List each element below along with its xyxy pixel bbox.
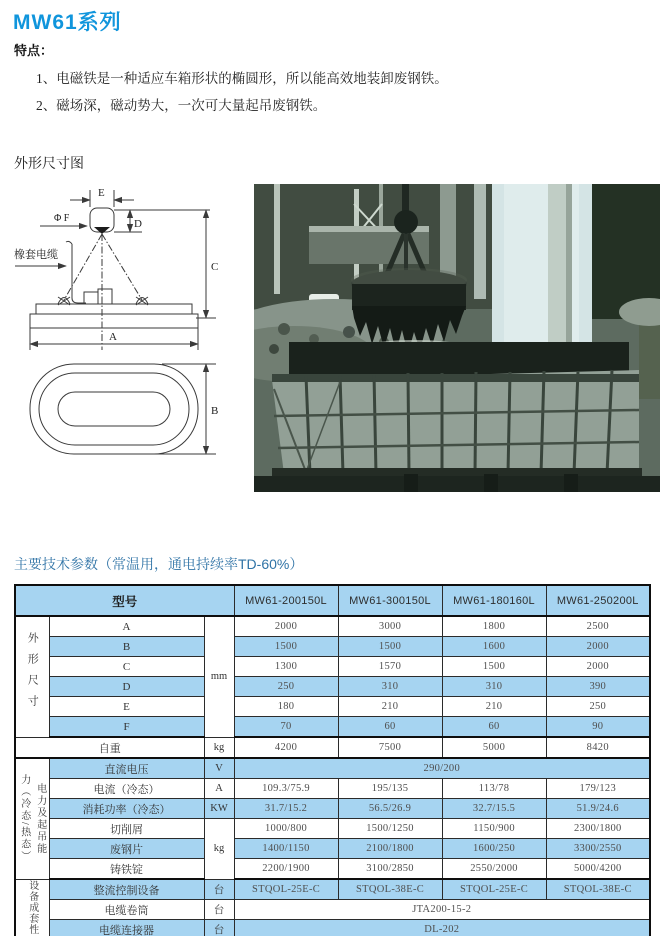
cell-value: 2500 bbox=[546, 616, 650, 637]
table-row-f bbox=[15, 717, 650, 738]
row-label: 废钢片 bbox=[49, 839, 204, 859]
cell-value: 2300/1800 bbox=[546, 819, 650, 839]
specs-heading: 主要技术参数（常温用，通电持续率TD-60%） bbox=[14, 556, 304, 572]
table-row-c bbox=[15, 657, 650, 677]
row-label: A bbox=[49, 616, 204, 637]
cell-value: 195/135 bbox=[338, 779, 442, 799]
header-model-3: MW61-180160L bbox=[442, 585, 546, 616]
cell-value: 8420 bbox=[546, 737, 650, 758]
table-row-e bbox=[15, 697, 650, 717]
dim-label-d: D bbox=[134, 218, 142, 230]
unit-a: A bbox=[204, 779, 234, 799]
features-section bbox=[14, 40, 644, 119]
cell-value: 250 bbox=[234, 677, 338, 697]
unit-v: V bbox=[204, 758, 234, 779]
cell-value: 1500 bbox=[234, 637, 338, 657]
cell-value: 70 bbox=[234, 717, 338, 738]
cell-value: 1400/1150 bbox=[234, 839, 338, 859]
cell-value: 1500 bbox=[338, 637, 442, 657]
table-header-row bbox=[15, 585, 650, 616]
cell-value: STQOL-25E-C bbox=[234, 879, 338, 900]
cell-value: 51.9/24.6 bbox=[546, 799, 650, 819]
product-photo bbox=[254, 184, 660, 492]
feature-item-2: 2、磁场深，磁动势大，一次可大量起吊废钢铁。 bbox=[36, 98, 327, 113]
unit-tai: 台 bbox=[204, 879, 234, 900]
dim-label-a: A bbox=[109, 331, 117, 343]
row-label: 切削屑 bbox=[49, 819, 204, 839]
diagram-heading: 外形尺寸图 bbox=[14, 155, 84, 171]
cell-value: 210 bbox=[442, 697, 546, 717]
group-power-lifting: 电力及起吊能 力（冷态/热态） bbox=[15, 758, 49, 879]
table-row-voltage bbox=[15, 758, 650, 779]
specs-table bbox=[14, 584, 651, 936]
cell-value: 310 bbox=[442, 677, 546, 697]
table-row-weight bbox=[15, 737, 650, 758]
header-model-2: MW61-300150L bbox=[338, 585, 442, 616]
row-label: F bbox=[49, 717, 204, 738]
dim-label-c: C bbox=[211, 261, 219, 273]
group-equipment: 设备成套性 bbox=[15, 879, 49, 936]
row-label: 自重 bbox=[15, 737, 204, 758]
cell-value: 180 bbox=[234, 697, 338, 717]
cell-value: 5000/4200 bbox=[546, 859, 650, 880]
cell-value: 60 bbox=[338, 717, 442, 738]
cell-value: 109.3/75.9 bbox=[234, 779, 338, 799]
dim-label-e: E bbox=[98, 187, 105, 199]
cell-value: 2000 bbox=[546, 637, 650, 657]
cell-value: 390 bbox=[546, 677, 650, 697]
lug-shade bbox=[94, 227, 110, 234]
cell-value: 3100/2850 bbox=[338, 859, 442, 880]
table-row-b bbox=[15, 637, 650, 657]
unit-mm: mm bbox=[204, 616, 234, 737]
cell-value: 1500 bbox=[442, 657, 546, 677]
cell-value: 5000 bbox=[442, 737, 546, 758]
table-row-ingot bbox=[15, 859, 650, 880]
unit-kg: kg bbox=[204, 737, 234, 758]
cell-value: 3000 bbox=[338, 616, 442, 637]
cell-merged-value: JTA200-15-2 bbox=[234, 900, 650, 920]
table-row-power bbox=[15, 799, 650, 819]
table-row-scrap-sheet bbox=[15, 839, 650, 859]
row-label: C bbox=[49, 657, 204, 677]
group-dimensions: 外形尺寸 bbox=[15, 616, 49, 737]
row-label: D bbox=[49, 677, 204, 697]
page-title: MW61系列 bbox=[13, 11, 122, 34]
cell-value: 1600 bbox=[442, 637, 546, 657]
dimension-diagram bbox=[14, 186, 226, 482]
cell-value: 113/78 bbox=[442, 779, 546, 799]
header-model-1: MW61-200150L bbox=[234, 585, 338, 616]
unit-tai: 台 bbox=[204, 920, 234, 936]
cell-value: 2100/1800 bbox=[338, 839, 442, 859]
header-model-4: MW61-250200L bbox=[546, 585, 650, 616]
row-label: E bbox=[49, 697, 204, 717]
cell-value: 2200/1900 bbox=[234, 859, 338, 880]
cell-value: 1300 bbox=[234, 657, 338, 677]
table-row-a bbox=[15, 616, 650, 637]
cell-value: 310 bbox=[338, 677, 442, 697]
cell-value: 7500 bbox=[338, 737, 442, 758]
row-label: 电流（冷态） bbox=[49, 779, 204, 799]
row-label: 电缆卷筒 bbox=[49, 900, 204, 920]
cell-value: 210 bbox=[338, 697, 442, 717]
cell-value: 1500/1250 bbox=[338, 819, 442, 839]
cell-value: 1150/900 bbox=[442, 819, 546, 839]
cell-value: 1800 bbox=[442, 616, 546, 637]
specs-table-wrap bbox=[14, 584, 651, 936]
cell-merged-value: 290/200 bbox=[234, 758, 650, 779]
row-label: B bbox=[49, 637, 204, 657]
cell-value: STQOL-38E-C bbox=[546, 879, 650, 900]
cell-value: 179/123 bbox=[546, 779, 650, 799]
cell-value: 250 bbox=[546, 697, 650, 717]
cell-value: 56.5/26.9 bbox=[338, 799, 442, 819]
cell-value: 31.7/15.2 bbox=[234, 799, 338, 819]
table-row-chips bbox=[15, 819, 650, 839]
row-label: 消耗功率（冷态） bbox=[49, 799, 204, 819]
dim-label-f: Φ F bbox=[54, 213, 70, 224]
header-model-col: 型号 bbox=[15, 585, 234, 616]
cell-value: 32.7/15.5 bbox=[442, 799, 546, 819]
cell-value: 60 bbox=[442, 717, 546, 738]
unit-tai: 台 bbox=[204, 900, 234, 920]
table-row-cable-connector bbox=[15, 920, 650, 936]
cell-value: 90 bbox=[546, 717, 650, 738]
cable-label: 橡套电缆 bbox=[14, 249, 58, 261]
cell-merged-value: DL-202 bbox=[234, 920, 650, 936]
cell-value: 1570 bbox=[338, 657, 442, 677]
row-label: 直流电压 bbox=[49, 758, 204, 779]
table-row-d bbox=[15, 677, 650, 697]
cell-value: STQOL-25E-C bbox=[442, 879, 546, 900]
cell-value: 4200 bbox=[234, 737, 338, 758]
cell-value: 1600/250 bbox=[442, 839, 546, 859]
row-label: 电缆连接器 bbox=[49, 920, 204, 936]
unit-kw: KW bbox=[204, 799, 234, 819]
cell-value: 3300/2550 bbox=[546, 839, 650, 859]
cell-value: STQOL-38E-C bbox=[338, 879, 442, 900]
table-row-cable-reel bbox=[15, 900, 650, 920]
cell-value: 2000 bbox=[234, 616, 338, 637]
feature-item-1: 1、电磁铁是一种适应车箱形状的椭圆形，所以能高效地装卸废钢铁。 bbox=[36, 71, 448, 86]
cell-value: 1000/800 bbox=[234, 819, 338, 839]
table-row-rectifier bbox=[15, 879, 650, 900]
cell-value: 2000 bbox=[546, 657, 650, 677]
row-label: 铸铁锭 bbox=[49, 859, 204, 880]
table-row-current bbox=[15, 779, 650, 799]
cell-value: 2550/2000 bbox=[442, 859, 546, 880]
row-label: 整流控制设备 bbox=[49, 879, 204, 900]
dim-label-b: B bbox=[211, 405, 219, 417]
unit-kg-lifting: kg bbox=[204, 819, 234, 880]
features-heading: 特点： bbox=[14, 43, 54, 58]
